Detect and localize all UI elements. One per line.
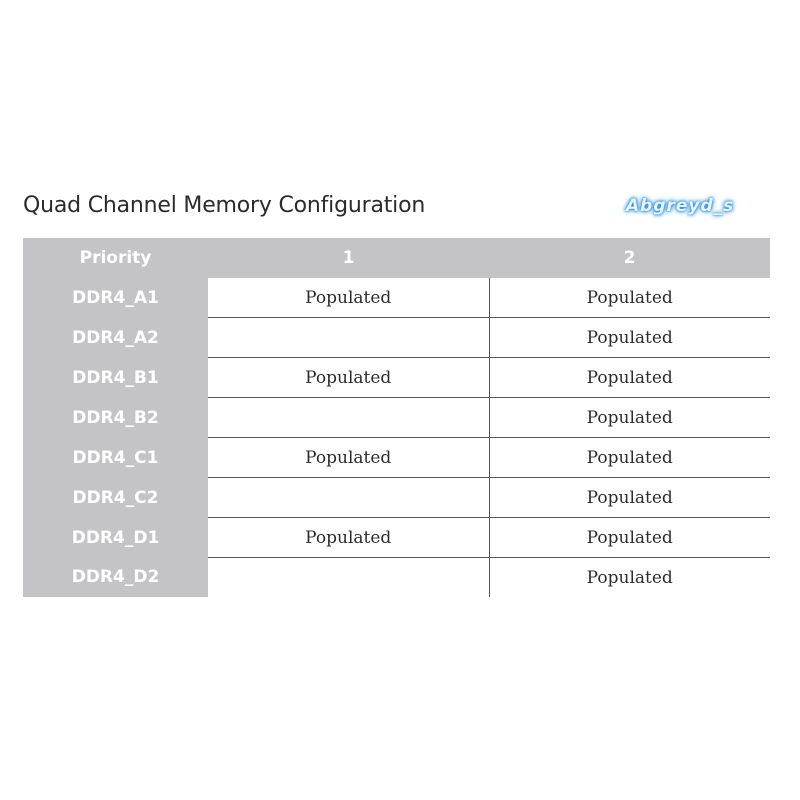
priority-2-cell: Populated	[489, 318, 770, 358]
priority-2-cell: Populated	[489, 558, 770, 598]
table-row	[23, 558, 770, 598]
slot-label: DDR4_D1	[23, 518, 208, 558]
table-header-row	[23, 238, 770, 278]
table-row	[23, 518, 770, 558]
priority-2-cell: Populated	[489, 358, 770, 398]
slot-label: DDR4_D2	[23, 558, 208, 598]
priority-1-cell	[208, 398, 489, 438]
slot-label: DDR4_C2	[23, 478, 208, 518]
priority-1-cell: Populated	[208, 518, 489, 558]
table-row	[23, 358, 770, 398]
slot-label: DDR4_C1	[23, 438, 208, 478]
watermark-logo: Abgreyd_s	[626, 196, 735, 216]
priority-1-cell	[208, 558, 489, 598]
table-row	[23, 398, 770, 438]
header-priority: Priority	[23, 238, 208, 278]
priority-1-cell: Populated	[208, 438, 489, 478]
priority-2-cell: Populated	[489, 278, 770, 318]
memory-configuration-table	[23, 238, 770, 597]
table-row	[23, 478, 770, 518]
slot-label: DDR4_B1	[23, 358, 208, 398]
table-row	[23, 278, 770, 318]
table-row	[23, 318, 770, 358]
slot-label: DDR4_A1	[23, 278, 208, 318]
priority-2-cell: Populated	[489, 398, 770, 438]
priority-1-cell: Populated	[208, 358, 489, 398]
priority-2-cell: Populated	[489, 478, 770, 518]
header-priority-2: 2	[489, 238, 770, 278]
table-row	[23, 438, 770, 478]
slot-label: DDR4_A2	[23, 318, 208, 358]
slot-label: DDR4_B2	[23, 398, 208, 438]
priority-1-cell	[208, 318, 489, 358]
priority-2-cell: Populated	[489, 438, 770, 478]
header-priority-1: 1	[208, 238, 489, 278]
priority-2-cell: Populated	[489, 518, 770, 558]
priority-1-cell	[208, 478, 489, 518]
page-title: Quad Channel Memory Configuration	[23, 193, 426, 218]
priority-1-cell: Populated	[208, 278, 489, 318]
